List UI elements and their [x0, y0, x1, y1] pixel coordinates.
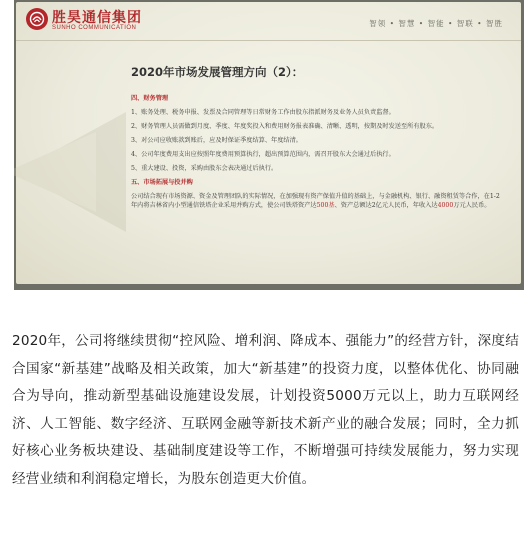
slide-header [16, 2, 521, 40]
market-text: 公司结合现有市场资源、资金及管理团队的实际情况，在加强现有资产保值升值的基础上，与金融机构、银行、融资租赁等合作，在1-2年内将吉林省内小型通信铁塔企业采用并购方式，使公司铁塔资产达 [131, 193, 500, 209]
section-heading-finance: 四、财务管理 [131, 95, 169, 102]
presentation-slide [16, 2, 521, 284]
highlight-tower-count: 500基 [316, 202, 335, 209]
finance-item: 2、财务管理人员需做到月度、季度、年度奖投入和费用财务报表准确、清晰、透明，按期及时发送至所有股东。 [131, 123, 439, 130]
company-name-en: SUNHO COMMUNICATION [52, 25, 137, 31]
finance-item: 4、公司年度费用支出应按照年度费用预算执行，超出预算范围内，需召开股东大会通过后执行。 [131, 151, 395, 158]
decorative-arrow-icon [14, 72, 146, 272]
highlight-revenue: 4000 [437, 202, 454, 209]
section-heading-market: 五、市场拓展与投并购 [131, 179, 193, 186]
finance-item: 1、账务处理、税务申报、发票及合同管理等日常财务工作由股东指派财务及业务人员负责监督。 [131, 109, 395, 116]
slide-title: 2020年市场发展管理方向（2）： [131, 65, 304, 79]
slide-body [131, 94, 501, 213]
slide-photo [14, 0, 524, 290]
finance-item: 3、对公司应收账款到账后，应及时保证季度结算、年度结清。 [131, 137, 302, 144]
market-paragraph [131, 192, 501, 210]
header-divider [16, 40, 521, 41]
article-paragraph: 2020年，公司将继续贯彻“控风险、增利润、降成本、强能力”的经营方针，深度结合国家“新基建”战略及相关政策，加大“新基建”的投资力度，以整体优化、协同融合为导向，推动新型基础设施建设发展，计划投资5000万元以上，助力互联网经济、人工智能、数字经济、互联网金融等新技术新产业的融合发展；同时，全力抓好核心业务板块建设、基础制度建设等工作，不断增强可持续发展能力，努力实现经营业绩和利润稳定增长，为股东创造更大价值。 [12, 333, 519, 487]
market-text: 、资产总额达2亿元人民币，年收入达 [334, 202, 438, 209]
company-name-cn: 胜昊通信集团 [52, 10, 142, 26]
market-text: 万元人民币。 [453, 202, 491, 209]
company-logo-icon [26, 8, 48, 30]
finance-item: 5、重大建设、投资，采购由股东会表决通过后执行。 [131, 165, 278, 172]
slide-slogan: 智领 • 智慧 • 智能 • 智联 • 智胜 [369, 19, 503, 28]
